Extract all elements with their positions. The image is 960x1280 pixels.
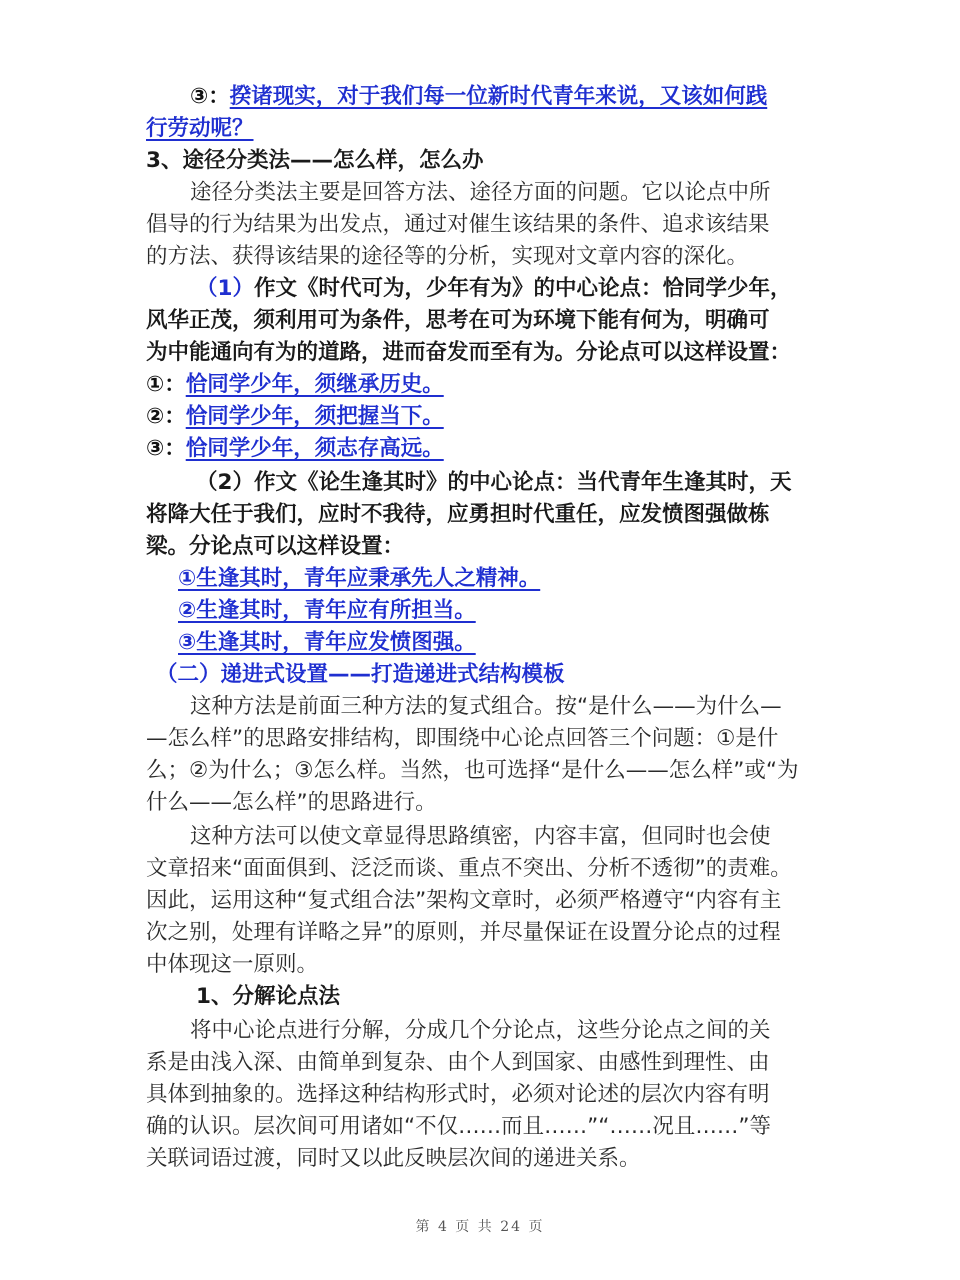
paragraph-2-line-3: 么；②为什么；③怎么样。当然，也可选择“是什么——怎么样”或“为 xyxy=(146,758,799,783)
line-1 xyxy=(190,82,767,112)
paragraph-1-line-3: 的方法、获得该结果的途径等的分析，实现对文章内容的深化。 xyxy=(146,244,749,269)
item-marker-1: ①： xyxy=(146,372,186,397)
sub-point-2-text: 恰同学少年，须把握当下。 xyxy=(185,404,444,429)
sub-point-c: ③生逢其时，青年应发愤图强。 xyxy=(178,630,476,655)
example-1-line-1 xyxy=(196,274,791,304)
paragraph-3-line-5: 中体现这一原则。 xyxy=(146,952,319,977)
paragraph-1-line-1: 途径分类法主要是回答方法、途径方面的问题。它以论点中所 xyxy=(190,180,771,205)
sub-point-2 xyxy=(146,402,444,432)
paragraph-3-line-4: 次之别，处理有详略之异”的原则，并尽量保证在设置分论点的过程 xyxy=(146,920,781,945)
item-marker-3b: ③： xyxy=(146,436,186,461)
example-2-line-1: （2）作文《论生逢其时》的中心论点：当代青年生逢其时，天 xyxy=(196,470,792,495)
section-heading-2: （二）递进式设置——打造递进式结构模板 xyxy=(156,662,565,687)
item-marker-2: ②： xyxy=(146,404,186,429)
section-heading-1: 1、分解论点法 xyxy=(196,984,340,1009)
example-1-line-3: 为中能通向有为的道路，进而奋发而至有为。分论点可以这样设置： xyxy=(146,340,792,365)
example-2-line-3: 梁。分论点可以这样设置： xyxy=(146,534,405,559)
paragraph-2-line-4: 什么——怎么样”的思路进行。 xyxy=(146,790,437,815)
sub-point-3-text: 揆诸现实，对于我们每一位新时代青年来说，又该如何践 xyxy=(229,84,768,109)
paragraph-4-line-4: 确的认识。层次间可用诸如“不仅……而且……”“……况且……”等 xyxy=(146,1114,772,1139)
paragraph-2-line-1: 这种方法是前面三种方法的复式组合。按“是什么——为什么— xyxy=(190,694,782,719)
paragraph-4-line-1: 将中心论点进行分解，分成几个分论点，这些分论点之间的关 xyxy=(190,1018,771,1043)
sub-point-3-continued: 行劳动呢？ xyxy=(146,116,254,141)
sub-point-3b-text: 恰同学少年，须志存高远。 xyxy=(185,436,444,461)
example-1-text: 作文《时代可为，少年有为》的中心论点：恰同学少年， xyxy=(253,276,792,301)
paragraph-3-line-1: 这种方法可以使文章显得思路缜密，内容丰富，但同时也会使 xyxy=(190,824,771,849)
example-1-number: （1） xyxy=(196,276,254,301)
sub-point-1-text: 恰同学少年，须继承历史。 xyxy=(185,372,444,397)
paragraph-3-line-2: 文章招来“面面俱到、泛泛而谈、重点不突出、分析不透彻”的责难。 xyxy=(146,856,792,881)
sub-point-1 xyxy=(146,370,444,400)
sub-point-a: ①生逢其时，青年应秉承先人之精神。 xyxy=(178,566,541,591)
paragraph-3-line-3: 因此，运用这种“复式组合法”架构文章时，必须严格遵守“内容有主 xyxy=(146,888,782,913)
paragraph-2-line-2: —怎么样”的思路安排结构，即围绕中心论点回答三个问题：①是什 xyxy=(146,726,779,751)
paragraph-1-line-2: 倡导的行为结果为出发点，通过对催生该结果的条件、追求该结果 xyxy=(146,212,770,237)
sub-point-3 xyxy=(146,434,444,464)
example-1-line-2: 风华正茂，须利用可为条件，思考在可为环境下能有何为，明确可 xyxy=(146,308,770,333)
paragraph-4-line-3: 具体到抽象的。选择这种结构形式时，必须对论述的层次内容有明 xyxy=(146,1082,770,1107)
paragraph-4-line-5: 关联词语过渡，同时又以此反映层次间的递进关系。 xyxy=(146,1146,641,1171)
example-2-line-2: 将降大任于我们，应时不我待，应勇担时代重任，应发愤图强做栋 xyxy=(146,502,770,527)
section-heading-3: 3、途径分类法——怎么样，怎么办 xyxy=(146,148,484,173)
page-number-footer: 第 4 页 共 24 页 xyxy=(415,1219,545,1235)
sub-point-b: ②生逢其时，青年应有所担当。 xyxy=(178,598,476,623)
paragraph-4-line-2: 系是由浅入深、由简单到复杂、由个人到国家、由感性到理性、由 xyxy=(146,1050,770,1075)
item-marker-3: ③： xyxy=(190,84,230,109)
